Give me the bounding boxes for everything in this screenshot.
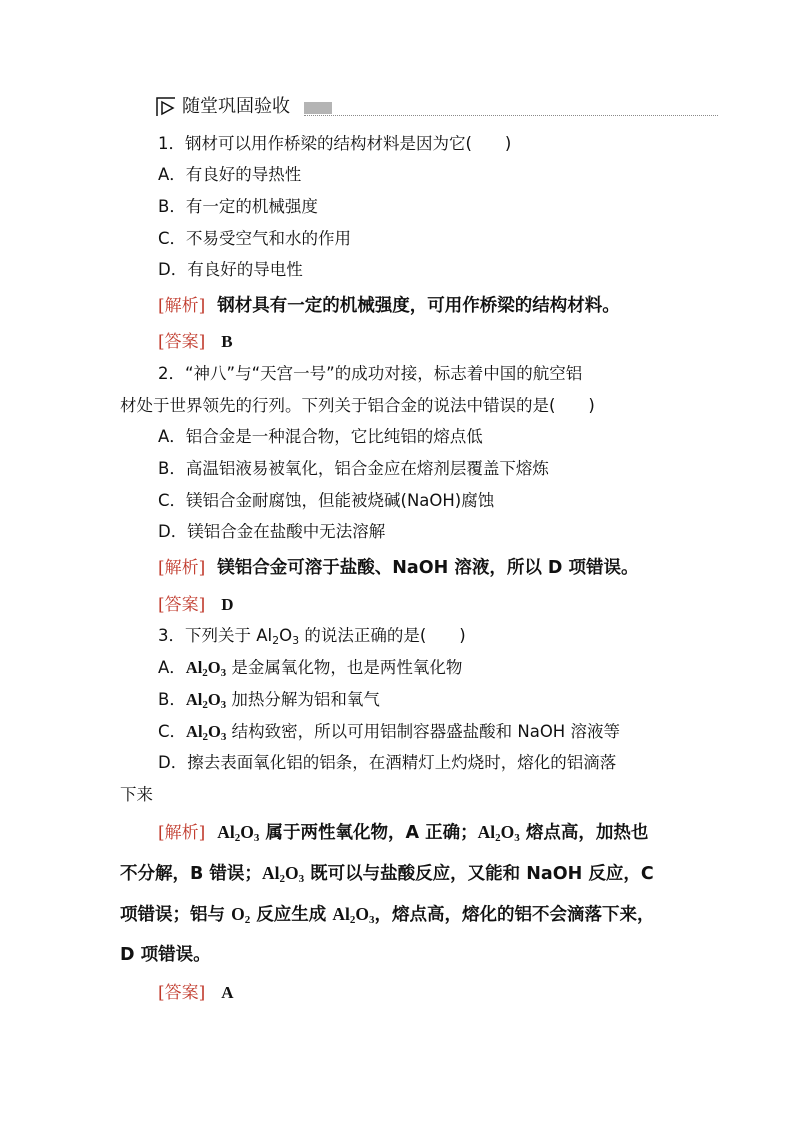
q3-analysis-line3: 项错误；铝与 $O_2$ 反应生成 $Al_2O_3$，熔点高，熔化的铝不会滴落下来，: [120, 904, 655, 926]
q3-stem: 3．下列关于 $Al_2O_3$ 的说法正确的是( ): [158, 626, 466, 647]
q2-analysis: [158, 556, 639, 580]
q1-analysis: [158, 294, 620, 318]
q3-answer: [158, 981, 234, 1005]
q2-analysis-text: 镁铝合金可溶于盐酸、NaOH 溶液，所以 D 项错误。: [217, 558, 639, 578]
q2-option-c: C．镁铝合金耐腐蚀，但能被烧碱(NaOH)腐蚀: [158, 491, 495, 510]
q1-analysis-text: 钢材具有一定的机械强度，可用作桥梁的结构材料。: [217, 296, 620, 316]
q3-option-c: C．$Al_2O_3$ 结构致密，所以可用铝制容器盛盐酸和 NaOH 溶液等: [158, 722, 620, 743]
q3-analysis-line2: 不分解，B 错误；$Al_2O_3$ 既可以与盐酸反应，又能和 NaOH 反应，C: [120, 863, 654, 885]
answer-label: [答案]: [158, 983, 206, 1003]
answer-label: [答案]: [158, 332, 206, 352]
header-divider: [304, 115, 718, 116]
play-arrow-icon: [156, 97, 176, 117]
section-header: [156, 95, 718, 119]
section-title: 随堂巩固验收: [182, 96, 290, 117]
analysis-label: [解析]: [158, 296, 206, 316]
q1-answer-value: B: [221, 332, 233, 351]
q2-option-d: D．镁铝合金在盐酸中无法溶解: [158, 522, 386, 541]
q3-option-b: B．$Al_2O_3$ 加热分解为铝和氧气: [158, 690, 380, 711]
q3-option-d-line2: 下来: [120, 785, 153, 804]
header-bar: [304, 102, 332, 114]
q3-analysis-line1: [解析] $Al_2O_3$ 属于两性氧化物，A 正确；$Al_2O_3$ 熔点高，加热也: [158, 822, 649, 844]
q1-stem: 1．钢材可以用作桥梁的结构材料是因为它( ): [158, 134, 512, 153]
q2-answer: [158, 593, 234, 617]
analysis-label: [解析]: [158, 823, 206, 843]
q3-option-a: A．$Al_2O_3$ 是金属氧化物，也是两性氧化物: [158, 658, 463, 679]
q2-stem-line1: 2．“神八”与“天宫一号”的成功对接，标志着中国的航空铝: [158, 364, 583, 383]
q1-option-a: A．有良好的导热性: [158, 165, 302, 184]
q3-analysis-line4: D 项错误。: [120, 945, 211, 965]
q2-option-a: A．铝合金是一种混合物，它比纯铝的熔点低: [158, 427, 483, 446]
q3-answer-value: A: [221, 983, 234, 1002]
analysis-label: [解析]: [158, 558, 206, 578]
q1-answer: [158, 330, 233, 354]
q1-option-d: D．有良好的导电性: [158, 260, 303, 279]
q2-stem-line2: 材处于世界领先的行列。下列关于铝合金的说法中错误的是( ): [120, 396, 595, 415]
q1-option-c: C．不易受空气和水的作用: [158, 229, 352, 248]
q1-option-b: B．有一定的机械强度: [158, 197, 318, 216]
q2-answer-value: D: [221, 595, 234, 614]
answer-label: [答案]: [158, 595, 206, 615]
q3-option-d-line1: D．擦去表面氧化铝的铝条，在酒精灯上灼烧时，熔化的铝滴落: [158, 753, 617, 772]
q2-option-b: B．高温铝液易被氧化，铝合金应在熔剂层覆盖下熔炼: [158, 459, 549, 478]
